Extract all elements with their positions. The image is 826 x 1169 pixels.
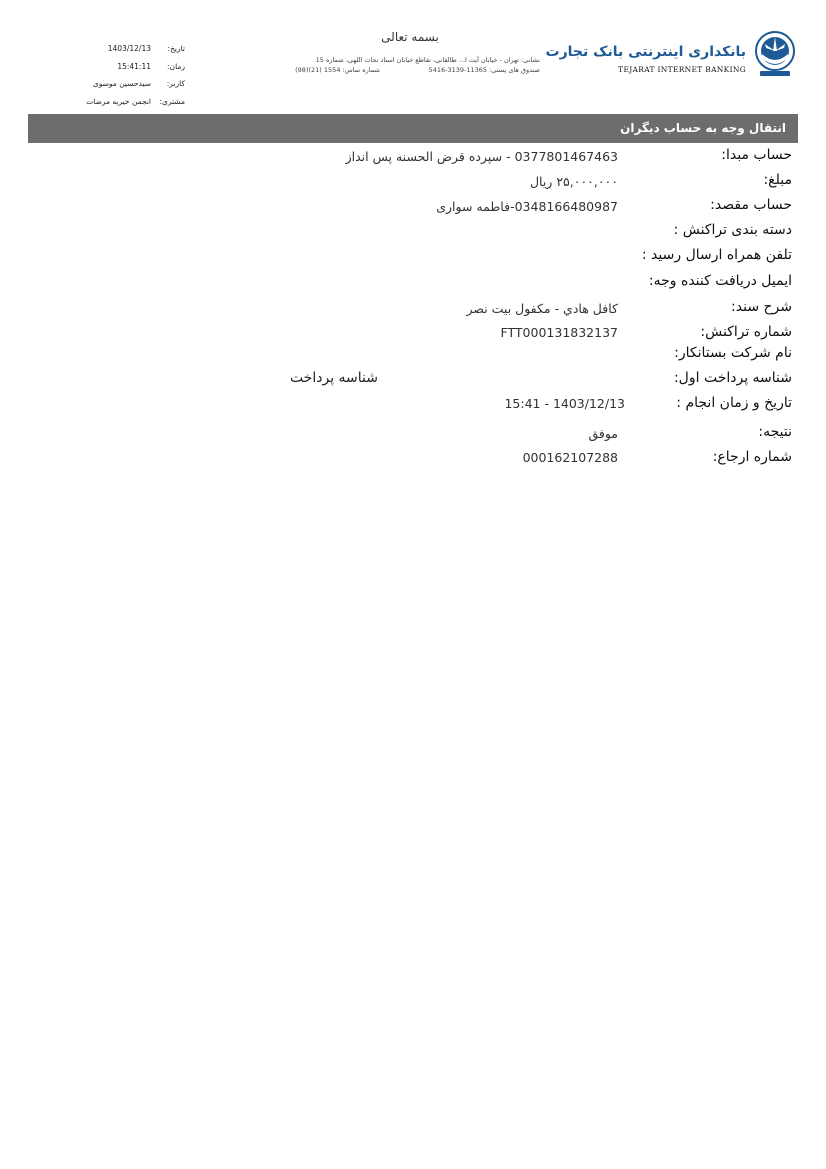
description-value: كافل هادي - مكفول بيت نصر [466,301,618,316]
creditor-company-label: نام شرکت بستانکار: [674,345,792,361]
source-account-label: حساب مبدا: [721,147,792,163]
meta-date: تاریخ: 1403/12/13 [107,44,185,54]
datetime-label: تاریخ و زمان انجام : [676,395,792,411]
recipient-email-label: ایمیل دریافت کننده وجه: [648,273,792,289]
description-label: شرح سند: [731,299,792,315]
result-value: موفق [588,426,618,441]
besmeh-heading: بسمه تعالی [381,30,439,44]
destination-account-value: 0348166480987-فاطمه سواری [436,199,618,214]
source-account-value: 0377801467463 - سپرده قرض الحسنه پس انداز [345,149,618,164]
amount-value: ۲۵,۰۰۰,۰۰۰ ریال [529,174,618,189]
transaction-number-value: FTT000131832137 [500,325,618,340]
first-payment-id-value: شناسه پرداخت [289,370,378,386]
meta-user: کاربر: سیدحسین موسوی [92,79,185,89]
receipt-mobile-label: تلفن همراه ارسال رسید : [641,247,792,263]
meta-time: زمان: 15:41:11 [117,61,185,71]
bank-logo [545,30,796,85]
reference-number-value: 000162107288 [522,450,618,465]
print-meta [40,40,185,110]
destination-account-label: حساب مقصد: [710,197,792,213]
bank-phone: شماره تماس: 1554 (21)(98) [295,66,380,74]
bank-emblem-icon [754,30,796,78]
result-label: نتیجه: [758,424,792,440]
receipt-title-bar [28,114,798,143]
bank-name-fa: بانکداری اینترنتی بانک تجارت [545,44,746,60]
bank-po-box: صندوق های پستی: 11365-3139-5416 [428,66,540,74]
first-payment-id-label: شناسه پرداخت اول: [673,370,792,386]
amount-label: مبلغ: [763,172,792,188]
transaction-category-label: دسته بندی تراکنش : [673,222,792,238]
meta-customer: مشتری: انجمن خیریه مرضات [86,96,185,106]
reference-number-label: شماره ارجاع: [712,449,792,465]
transaction-number-label: شماره تراکنش: [700,324,792,340]
datetime-value: 1403/12/13 - 15:41 [504,396,625,411]
bank-address: نشانی: تهران - خیابان آیت ا... طالقانی، تقاطع خیابان استاد نجات اللهی، شماره 15 [315,56,540,64]
bank-name-en: TEJARAT INTERNET BANKING [618,65,746,74]
receipt-title: انتقال وجه به حساب دیگران [620,121,786,135]
